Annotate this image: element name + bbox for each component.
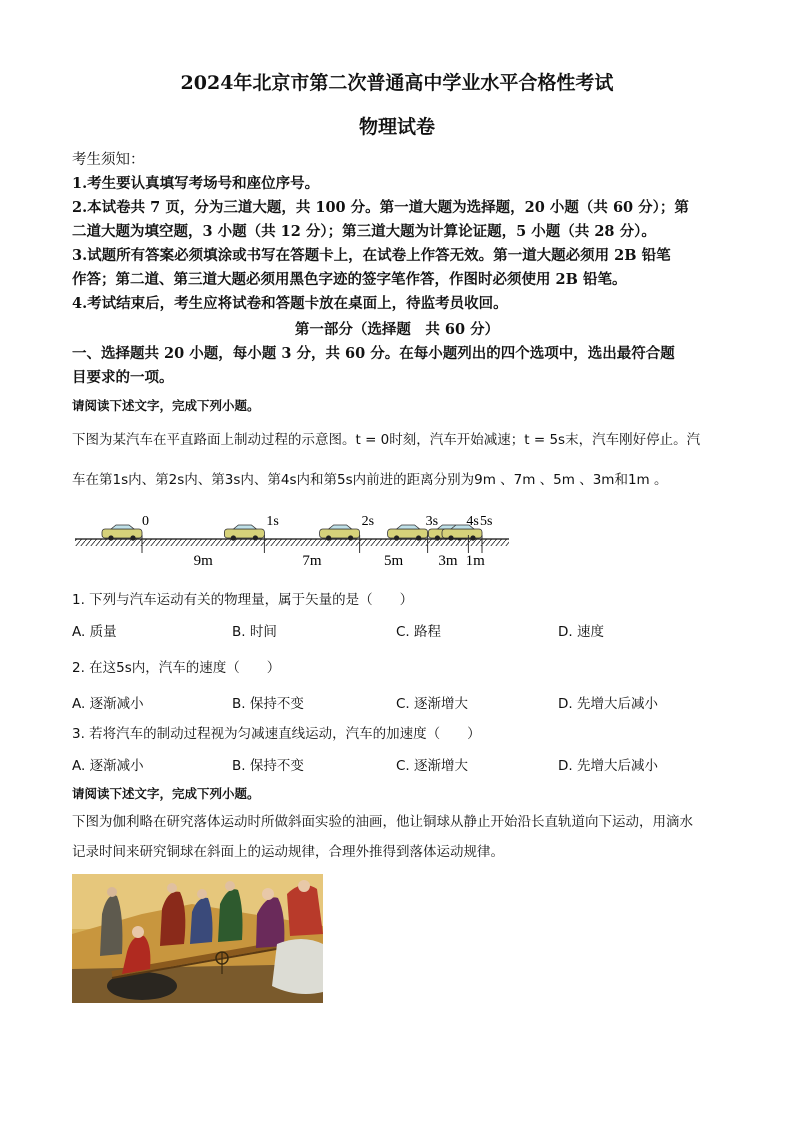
notice-item-1: 1.考生要认真填写考场号和座位序号。 bbox=[72, 175, 320, 192]
q3-option-d[interactable]: D. 先增大后减小 bbox=[558, 758, 658, 774]
time-label: 0 bbox=[142, 514, 149, 529]
car bbox=[388, 525, 428, 541]
reading-lead-2: 请阅读下述文字，完成下列小题。 bbox=[72, 786, 260, 801]
time-label: 1s bbox=[266, 514, 279, 529]
ground-hatch bbox=[75, 539, 509, 546]
notice-item-3-cont: 作答；第二道、第三道大题必须用黑色字迹的签字笔作答，作图时必须使用 2B 铅笔。 bbox=[72, 271, 627, 288]
q2-option-a[interactable]: A. 逐渐减小 bbox=[72, 696, 144, 712]
time-label: 3s bbox=[425, 514, 439, 529]
passage-line-2: 车在第1s内、第2s内、第3s内、第4s内和第5s内前进的距离分别为9m 、7m 、5m 、3m和1m 。 bbox=[72, 472, 668, 488]
q3-option-a[interactable]: A. 逐渐减小 bbox=[72, 758, 144, 774]
passage2-line-1: 下图为伽利略在研究落体运动时所做斜面实验的油画，他让铜球从静止开始沿长直轨道向下运动，用滴水 bbox=[72, 814, 693, 830]
time-label: 2s bbox=[361, 514, 375, 529]
q3-option-c[interactable]: C. 逐渐增大 bbox=[396, 758, 469, 774]
passage-line-1: 下图为某汽车在平直路面上制动过程的示意图。t = 0时刻，汽车开始减速；t = 5s末，汽车刚好停止。汽 bbox=[72, 432, 701, 448]
section-instruction-cont: 目要求的一项。 bbox=[72, 369, 174, 386]
passage2-line-2: 记录时间来研究铜球在斜面上的运动规律，合理外推得到落体运动规律。 bbox=[72, 844, 504, 860]
section-instruction: 一、选择题共 20 小题，每小题 3 分，共 60 分。在每小题列出的四个选项中，选出最符合题 bbox=[72, 345, 675, 362]
part-heading: 第一部分（选择题 共 60 分） bbox=[294, 321, 500, 338]
braking-diagram bbox=[70, 505, 520, 575]
distance-label: 1m bbox=[465, 553, 485, 569]
distance-label: 3m bbox=[438, 553, 458, 569]
time-label: 5s bbox=[480, 514, 493, 529]
car bbox=[102, 525, 142, 541]
q2-option-d[interactable]: D. 先增大后减小 bbox=[558, 696, 658, 712]
notice-item-3: 3.试题所有答案必须填涂或书写在答题卡上，在试卷上作答无效。第一道大题必须用 2B 铅笔 bbox=[72, 247, 671, 264]
q1-option-a[interactable]: A. 质量 bbox=[72, 624, 117, 640]
q3-option-b[interactable]: B. 保持不变 bbox=[232, 758, 304, 774]
question-3-stem: 3. 若将汽车的制动过程视为匀减速直线运动，汽车的加速度（ ） bbox=[72, 726, 481, 742]
distance-label: 9m bbox=[193, 553, 213, 569]
notice-item-2-cont: 二道大题为填空题，3 小题（共 12 分）；第三道大题为计算论证题，5 小题（共 28 分）。 bbox=[72, 223, 656, 240]
q2-option-b[interactable]: B. 保持不变 bbox=[232, 696, 304, 712]
distance-label: 5m bbox=[384, 553, 404, 569]
page-subtitle: 物理试卷 bbox=[358, 116, 435, 138]
q1-option-c[interactable]: C. 路程 bbox=[396, 624, 442, 640]
question-2-stem: 2. 在这5s内，汽车的速度（ ） bbox=[72, 660, 281, 676]
car bbox=[224, 525, 264, 541]
reading-lead: 请阅读下述文字，完成下列小题。 bbox=[72, 398, 260, 413]
car bbox=[320, 525, 360, 541]
notice-item-4: 4.考试结束后，考生应将试卷和答题卡放在桌面上，待监考员收回。 bbox=[72, 295, 508, 312]
page-title: 2024年北京市第二次普通高中学业水平合格性考试 bbox=[180, 72, 614, 94]
time-label: 4s bbox=[466, 514, 479, 529]
galileo-painting bbox=[72, 874, 323, 1003]
notice-heading: 考生须知： bbox=[72, 152, 145, 168]
q1-option-d[interactable]: D. 速度 bbox=[558, 624, 604, 640]
notice-item-2: 2.本试卷共 7 页，分为三道大题，共 100 分。第一道大题为选择题，20 小题（共 60 分）；第 bbox=[72, 199, 689, 216]
q1-option-b[interactable]: B. 时间 bbox=[232, 624, 277, 640]
distance-label: 7m bbox=[302, 553, 322, 569]
q2-option-c[interactable]: C. 逐渐增大 bbox=[396, 696, 469, 712]
question-1-stem: 1. 下列与汽车运动有关的物理量，属于矢量的是（ ） bbox=[72, 592, 414, 608]
